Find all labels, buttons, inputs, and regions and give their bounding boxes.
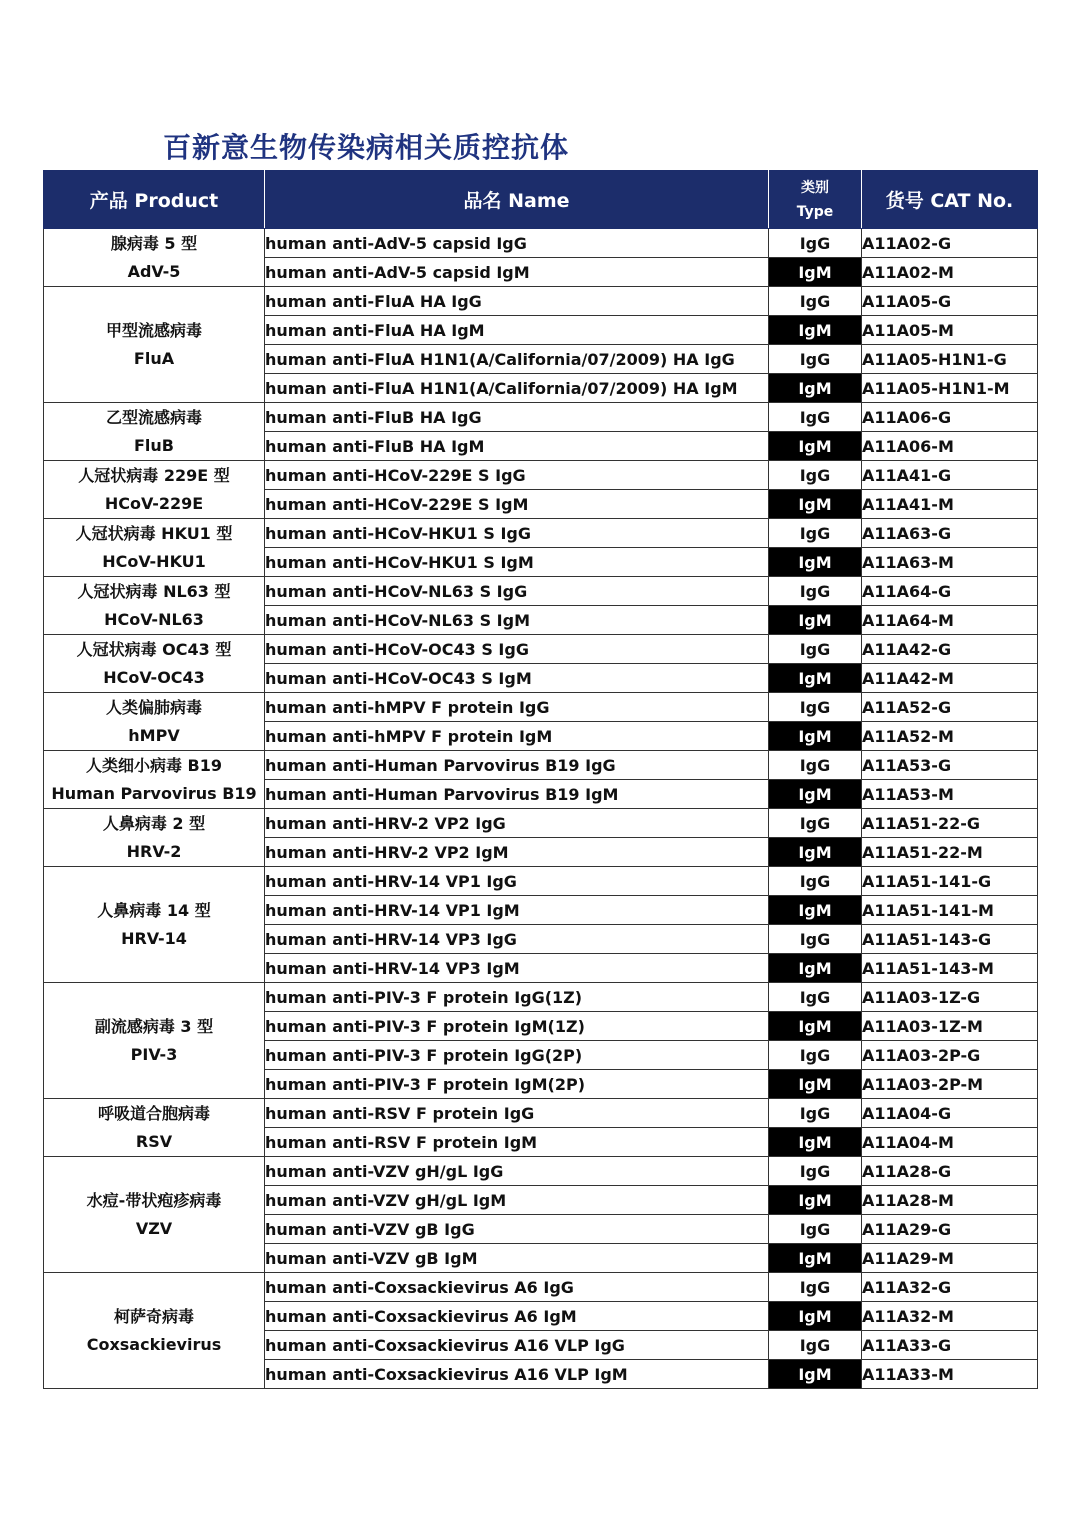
table-row [44, 693, 1038, 722]
table-row [44, 1099, 1038, 1128]
header-row [44, 171, 1038, 229]
catalog-number: A11A63-G [862, 519, 1038, 548]
product-cell [44, 1273, 265, 1389]
product-cell [44, 577, 265, 635]
header-product [44, 171, 265, 229]
antibody-name: human anti-Coxsackievirus A16 VLP IgM [265, 1360, 769, 1389]
product-cell [44, 809, 265, 867]
product-cell [44, 287, 265, 403]
antibody-name: human anti-HRV-14 VP1 IgM [265, 896, 769, 925]
catalog-number: A11A03-2P-G [862, 1041, 1038, 1070]
product-name-zh: 人冠状病毒 NL63 型 [77, 581, 231, 601]
catalog-number: A11A51-141-G [862, 867, 1038, 896]
antibody-table [43, 170, 1038, 1389]
antibody-name: human anti-HCoV-HKU1 S IgG [265, 519, 769, 548]
product-cell [44, 1157, 265, 1273]
table-row [44, 1273, 1038, 1302]
catalog-number: A11A42-M [862, 664, 1038, 693]
table-row [44, 403, 1038, 432]
antibody-type: IgM [769, 838, 862, 867]
antibody-name: human anti-FluB HA IgG [265, 403, 769, 432]
catalog-number: A11A32-M [862, 1302, 1038, 1331]
product-name-zh: 腺病毒 5 型 [110, 233, 198, 253]
antibody-type: IgM [769, 664, 862, 693]
catalog-number: A11A51-143-G [862, 925, 1038, 954]
catalog-number: A11A33-G [862, 1331, 1038, 1360]
antibody-type: IgG [769, 809, 862, 838]
antibody-name: human anti-PIV-3 F protein IgG(2P) [265, 1041, 769, 1070]
product-name-zh: 水痘-带状疱疹病毒 [86, 1190, 222, 1210]
product-name-zh: 人冠状病毒 229E 型 [78, 465, 230, 485]
antibody-name: human anti-HCoV-OC43 S IgG [265, 635, 769, 664]
product-name-en: HCoV-HKU1 [102, 551, 206, 571]
product-name-zh: 人冠状病毒 HKU1 型 [75, 523, 233, 543]
antibody-name: human anti-Coxsackievirus A6 IgG [265, 1273, 769, 1302]
catalog-number: A11A28-G [862, 1157, 1038, 1186]
antibody-name: human anti-HRV-14 VP3 IgG [265, 925, 769, 954]
antibody-type: IgM [769, 1128, 862, 1157]
antibody-type: IgG [769, 867, 862, 896]
product-cell [44, 519, 265, 577]
product-name-zh: 甲型流感病毒 [105, 320, 202, 340]
product-name-en: Coxsackievirus [86, 1334, 222, 1354]
catalog-number: A11A52-G [862, 693, 1038, 722]
antibody-name: human anti-FluA HA IgM [265, 316, 769, 345]
product-name-en: HRV-2 [126, 841, 182, 861]
antibody-type: IgM [769, 606, 862, 635]
catalog-number: A11A05-G [862, 287, 1038, 316]
antibody-name: human anti-VZV gH/gL IgM [265, 1186, 769, 1215]
catalog-number: A11A29-M [862, 1244, 1038, 1273]
catalog-number: A11A05-M [862, 316, 1038, 345]
header-cat [862, 171, 1038, 229]
product-name-zh: 柯萨奇病毒 [113, 1306, 194, 1326]
antibody-name: human anti-FluA H1N1(A/California/07/2009) HA IgM [265, 374, 769, 403]
product-name-en: VZV [135, 1218, 173, 1238]
antibody-name: human anti-HCoV-HKU1 S IgM [265, 548, 769, 577]
table-header [44, 171, 1038, 229]
product-name-zh: 人鼻病毒 14 型 [97, 900, 211, 920]
product-name-zh: 人冠状病毒 OC43 型 [76, 639, 232, 659]
catalog-number: A11A06-G [862, 403, 1038, 432]
product-cell [44, 693, 265, 751]
catalog-number: A11A33-M [862, 1360, 1038, 1389]
antibody-name: human anti-PIV-3 F protein IgM(2P) [265, 1070, 769, 1099]
antibody-name: human anti-HCoV-NL63 S IgG [265, 577, 769, 606]
antibody-type: IgM [769, 432, 862, 461]
antibody-type: IgM [769, 1070, 862, 1099]
antibody-name: human anti-RSV F protein IgG [265, 1099, 769, 1128]
antibody-name: human anti-Human Parvovirus B19 IgM [265, 780, 769, 809]
antibody-name: human anti-FluA H1N1(A/California/07/2009) HA IgG [265, 345, 769, 374]
table-body [44, 229, 1038, 1389]
antibody-type: IgM [769, 1012, 862, 1041]
antibody-name: human anti-HRV-2 VP2 IgG [265, 809, 769, 838]
antibody-type: IgM [769, 780, 862, 809]
product-cell [44, 403, 265, 461]
antibody-type: IgM [769, 722, 862, 751]
antibody-type: IgG [769, 1099, 862, 1128]
product-cell [44, 983, 265, 1099]
antibody-name: human anti-HRV-2 VP2 IgM [265, 838, 769, 867]
page-title: 百新意生物传染病相关质控抗体 [163, 131, 570, 164]
antibody-type: IgG [769, 1331, 862, 1360]
antibody-type: IgM [769, 316, 862, 345]
header-product-label: 产品 Product [89, 190, 219, 212]
antibody-name: human anti-VZV gB IgM [265, 1244, 769, 1273]
catalog-number: A11A41-G [862, 461, 1038, 490]
catalog-number: A11A52-M [862, 722, 1038, 751]
antibody-type: IgG [769, 1157, 862, 1186]
antibody-type: IgG [769, 461, 862, 490]
product-cell [44, 635, 265, 693]
catalog-number: A11A51-143-M [862, 954, 1038, 983]
table-row [44, 635, 1038, 664]
table-row [44, 809, 1038, 838]
antibody-name: human anti-RSV F protein IgM [265, 1128, 769, 1157]
antibody-name: human anti-hMPV F protein IgM [265, 722, 769, 751]
antibody-type: IgG [769, 693, 862, 722]
antibody-type: IgG [769, 1041, 862, 1070]
table-row [44, 867, 1038, 896]
table-row [44, 287, 1038, 316]
catalog-number: A11A03-1Z-M [862, 1012, 1038, 1041]
catalog-number: A11A06-M [862, 432, 1038, 461]
antibody-name: human anti-Human Parvovirus B19 IgG [265, 751, 769, 780]
antibody-type: IgM [769, 1360, 862, 1389]
catalog-number: A11A03-1Z-G [862, 983, 1038, 1012]
antibody-name: human anti-AdV-5 capsid IgM [265, 258, 769, 287]
table-row [44, 983, 1038, 1012]
catalog-number: A11A05-H1N1-M [862, 374, 1038, 403]
product-name-zh: 副流感病毒 3 型 [94, 1016, 214, 1036]
catalog-number: A11A51-22-G [862, 809, 1038, 838]
table-row [44, 461, 1038, 490]
table-row [44, 751, 1038, 780]
antibody-type: IgG [769, 229, 862, 258]
header-name-label: 品名 Name [463, 190, 570, 212]
catalog-number: A11A03-2P-M [862, 1070, 1038, 1099]
catalog-number: A11A42-G [862, 635, 1038, 664]
catalog-number: A11A41-M [862, 490, 1038, 519]
antibody-type: IgG [769, 925, 862, 954]
product-cell [44, 461, 265, 519]
antibody-name: human anti-Coxsackievirus A16 VLP IgG [265, 1331, 769, 1360]
antibody-name: human anti-HCoV-OC43 S IgM [265, 664, 769, 693]
catalog-number: A11A51-22-M [862, 838, 1038, 867]
antibody-name: human anti-PIV-3 F protein IgM(1Z) [265, 1012, 769, 1041]
product-name-zh: 乙型流感病毒 [105, 407, 202, 427]
antibody-name: human anti-HRV-14 VP1 IgG [265, 867, 769, 896]
antibody-type: IgG [769, 345, 862, 374]
antibody-name: human anti-PIV-3 F protein IgG(1Z) [265, 983, 769, 1012]
antibody-name: human anti-HCoV-229E S IgM [265, 490, 769, 519]
catalog-number: A11A02-M [862, 258, 1038, 287]
antibody-name: human anti-VZV gH/gL IgG [265, 1157, 769, 1186]
catalog-number: A11A53-M [862, 780, 1038, 809]
antibody-name: human anti-HRV-14 VP3 IgM [265, 954, 769, 983]
table-row [44, 229, 1038, 258]
antibody-type: IgG [769, 287, 862, 316]
product-name-en: HRV-14 [121, 928, 187, 948]
antibody-type: IgM [769, 490, 862, 519]
product-name-en: hMPV [128, 725, 180, 745]
product-name-en: RSV [135, 1131, 173, 1151]
catalog-number: A11A04-M [862, 1128, 1038, 1157]
header-type-en: Type [796, 203, 834, 220]
antibody-type: IgM [769, 1302, 862, 1331]
antibody-type: IgG [769, 1215, 862, 1244]
catalog-number: A11A63-M [862, 548, 1038, 577]
antibody-name: human anti-AdV-5 capsid IgG [265, 229, 769, 258]
antibody-type: IgG [769, 519, 862, 548]
table-row [44, 519, 1038, 548]
catalog-number: A11A28-M [862, 1186, 1038, 1215]
antibody-name: human anti-FluA HA IgG [265, 287, 769, 316]
catalog-number: A11A32-G [862, 1273, 1038, 1302]
antibody-type: IgG [769, 635, 862, 664]
table-row [44, 577, 1038, 606]
product-name-en: HCoV-OC43 [103, 667, 205, 687]
catalog-number: A11A02-G [862, 229, 1038, 258]
catalog-number: A11A53-G [862, 751, 1038, 780]
antibody-type: IgG [769, 577, 862, 606]
antibody-type: IgG [769, 983, 862, 1012]
product-name-zh: 人鼻病毒 2 型 [102, 813, 206, 833]
antibody-type: IgG [769, 403, 862, 432]
antibody-type: IgM [769, 1244, 862, 1273]
antibody-type: IgM [769, 258, 862, 287]
product-name-en: FluA [133, 348, 175, 368]
antibody-name: human anti-Coxsackievirus A6 IgM [265, 1302, 769, 1331]
catalog-number: A11A05-H1N1-G [862, 345, 1038, 374]
header-type-zh: 类别 [801, 179, 829, 196]
antibody-type: IgM [769, 896, 862, 925]
product-name-en: AdV-5 [127, 261, 181, 281]
catalog-number: A11A64-G [862, 577, 1038, 606]
catalog-number: A11A51-141-M [862, 896, 1038, 925]
header-type [769, 171, 862, 229]
catalog-number: A11A04-G [862, 1099, 1038, 1128]
antibody-name: human anti-HCoV-229E S IgG [265, 461, 769, 490]
product-cell [44, 1099, 265, 1157]
product-name-en: PIV-3 [130, 1044, 178, 1064]
antibody-type: IgM [769, 374, 862, 403]
product-cell [44, 751, 265, 809]
product-name-en: FluB [134, 435, 174, 455]
antibody-type: IgG [769, 1273, 862, 1302]
product-cell [44, 867, 265, 983]
product-name-en: HCoV-NL63 [104, 609, 204, 629]
antibody-type: IgM [769, 954, 862, 983]
table-row [44, 1157, 1038, 1186]
product-name-en: HCoV-229E [104, 493, 204, 513]
antibody-name: human anti-hMPV F protein IgG [265, 693, 769, 722]
header-cat-label: 货号 CAT No. [885, 190, 1014, 212]
antibody-type: IgM [769, 1186, 862, 1215]
antibody-type: IgG [769, 751, 862, 780]
catalog-number: A11A29-G [862, 1215, 1038, 1244]
product-name-zh: 呼吸道合胞病毒 [97, 1103, 210, 1123]
product-name-en: Human Parvovirus B19 [51, 783, 257, 803]
product-cell [44, 229, 265, 287]
catalog-number: A11A64-M [862, 606, 1038, 635]
header-name [265, 171, 769, 229]
product-name-zh: 人类偏肺病毒 [105, 697, 202, 717]
antibody-type: IgM [769, 548, 862, 577]
antibody-name: human anti-FluB HA IgM [265, 432, 769, 461]
antibody-name: human anti-HCoV-NL63 S IgM [265, 606, 769, 635]
antibody-name: human anti-VZV gB IgG [265, 1215, 769, 1244]
product-name-zh: 人类细小病毒 B19 [85, 755, 223, 775]
